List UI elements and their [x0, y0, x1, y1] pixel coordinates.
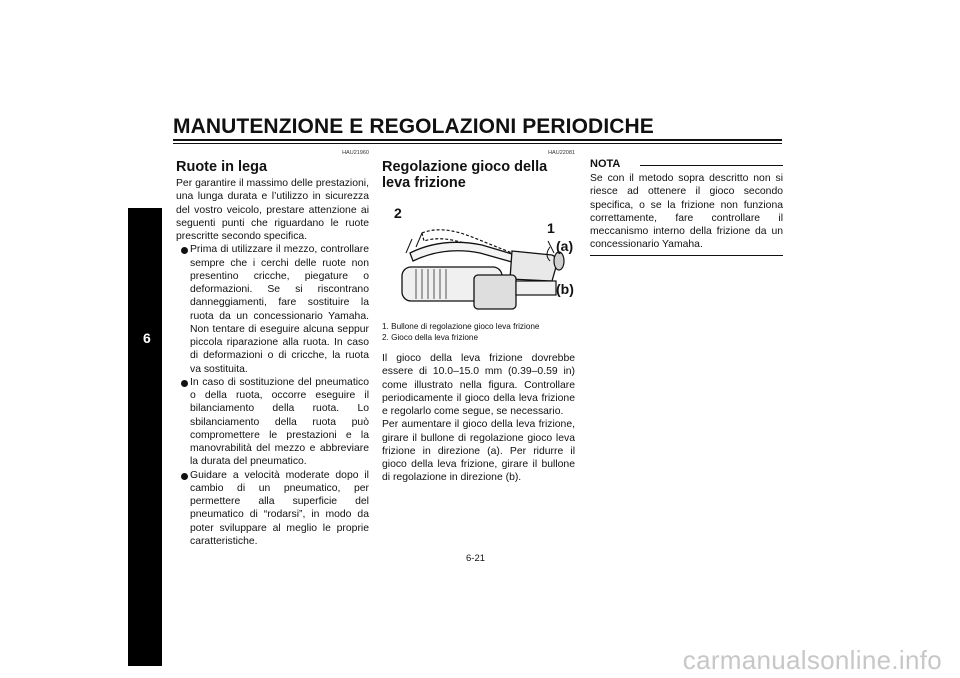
title-rule-thick	[173, 139, 782, 141]
column-alloy-wheels	[176, 150, 369, 548]
bullet-text: Guidare a velocità moderate dopo il cambio di un pneumatico, per permettere alla superficie del pneumatico di “rodarsi”, in modo da poter sviluppare al meglio le proprie caratteristiche.	[190, 469, 369, 547]
body-paragraph: Il gioco della leva frizione dovrebbe essere di 10.0–15.0 mm (0.39–0.59 in) come illustrato nella figura. Controllare periodicamente il gioco della leva frizione e regolarlo come segue, se necessario.	[382, 353, 575, 417]
section-code: HAU21960	[342, 150, 369, 156]
note-header	[590, 158, 783, 172]
section-heading: Regolazione gioco della leva frizione	[382, 159, 548, 191]
note-text: Se con il metodo sopra descritto non si riesce ad ottenere il gioco secondo specifica, o se la frizione non funziona correttamente, fare controllare il meccanismo interno della frizione da un concessionario Yamaha.	[590, 173, 783, 251]
figure-label-a: (a)	[556, 238, 574, 254]
bullet-item	[176, 469, 369, 549]
chapter-number: 6	[143, 330, 151, 346]
bullet-dot-icon	[181, 380, 188, 387]
note-rule	[640, 165, 783, 166]
caption-item: 2. Gioco della leva frizione	[382, 333, 479, 342]
section-code: HAU22081	[548, 150, 575, 156]
bullet-text: Prima di utilizzare il mezzo, controllare sempre che i cerchi delle ruote non presentino cricche, piegature o deformazioni. Se si riscontrano danneggiamenti, fare sostituire la ruota da un concessionario Yamaha. Non tentare di eseguire alcuna seppur piccola riparazione alla ruota. In caso di deformazioni o di cricche, la ruota va sostituita.	[190, 244, 369, 375]
intro-paragraph: Per garantire il massimo delle prestazioni, una lunga durata e l’utilizzo in sicurezza del vostro veicolo, prestare attenzione ai seguenti punti che riguardano le ruote prescritte secondo specifica.	[176, 178, 369, 242]
figure-label-2: 2	[394, 205, 402, 221]
figure-label-1: 1	[547, 220, 555, 236]
title-rule-thin	[173, 143, 782, 144]
caption-item: 1. Bullone di regolazione gioco leva frizione	[382, 322, 540, 331]
bullet-item	[176, 376, 369, 469]
note-label: NOTA	[590, 158, 621, 170]
bullet-text: In caso di sostituzione del pneumatico o della ruota, occorre eseguire il bilanciamento della ruota. Lo sbilanciamento della ruota può compromettere le prestazioni e la manovrabilità del mezzo e abbreviare la durata del pneumatico.	[190, 376, 369, 468]
watermark: carmanualsonline.info	[682, 645, 942, 675]
column-clutch-lever	[382, 150, 575, 485]
clutch-lever-illustration	[382, 195, 575, 315]
figure-label-b: (b)	[556, 281, 574, 297]
page-number: 6-21	[466, 553, 486, 564]
bullet-dot-icon	[181, 247, 188, 254]
bullet-dot-icon	[181, 473, 188, 480]
note-end-rule	[590, 255, 783, 256]
chapter-tab	[128, 208, 162, 666]
bullet-item	[176, 243, 369, 376]
clutch-lever-figure	[382, 195, 575, 315]
column-note	[590, 158, 783, 256]
section-heading: Ruote in lega	[176, 159, 268, 175]
page-title: MANUTENZIONE E REGOLAZIONI PERIODICHE	[173, 115, 654, 138]
body-paragraph: Per aumentare il gioco della leva frizione, girare il bullone di regolazione gioco leva frizione in direzione (a). Per ridurre il gioco della leva frizione, girare il bullone di regolazione in direzione (b).	[382, 419, 575, 484]
figure-caption	[382, 321, 575, 343]
